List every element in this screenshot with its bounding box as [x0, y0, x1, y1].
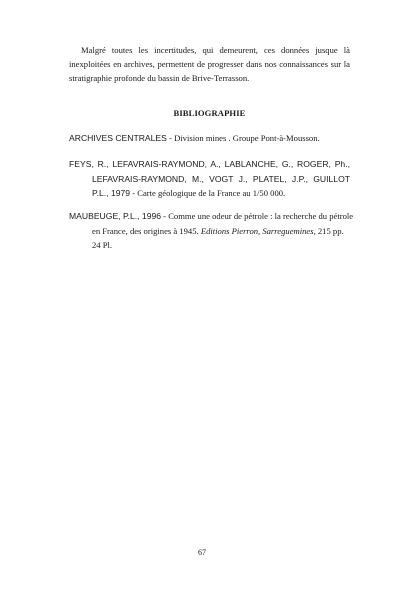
reference-authors-line-1: FEYS, R., LEFAVRAIS-RAYMOND, A., LABLANCHE, G., ROGER, Ph.,: [69, 159, 350, 169]
bibliography-heading: BIBLIOGRAPHIE: [173, 108, 246, 118]
reference-line-2: [69, 224, 350, 239]
reference-pages: , 215 pp.: [313, 225, 344, 236]
intro-paragraph: [69, 43, 350, 85]
reference-archives-centrales: [69, 131, 350, 146]
reference-line: [69, 131, 350, 146]
reference-authors: ARCHIVES CENTRALES: [69, 133, 167, 143]
reference-line-3: 24 Pl.: [92, 240, 113, 250]
reference-publisher: Editions Pierron, Sarreguemines: [200, 225, 314, 236]
reference-authors-line-2: LEFAVRAIS-RAYMOND, M., VOGT J., PLATEL, J.P., GUILLOT: [92, 173, 350, 184]
reference-title: - Comme une odeur de pétrole : la recherche du pétrole: [161, 211, 354, 221]
page-number: 67: [198, 548, 206, 557]
reference-maubeuge-1996: [69, 209, 354, 253]
reference-authors-year: MAUBEUGE, P.L., 1996: [69, 211, 162, 221]
intro-line-1: Malgré toutes les incertitudes, qui demeurent, ces données jusque là: [81, 45, 350, 55]
reference-details: - Carte géologique de la France au 1/50 000.: [130, 188, 286, 198]
reference-feys-1979: [69, 157, 350, 201]
reference-details: - Division mines . Groupe Pont-à-Mousson.: [166, 133, 320, 143]
reference-title-end: en France, des origines à 1945.: [92, 225, 201, 236]
intro-line-3: stratigraphie profonde du bassin de Brive-Terrasson.: [69, 73, 250, 83]
intro-line-2: inexploitées en archives, permettent de progresser dans nos connaissances sur la: [69, 59, 350, 69]
reference-line-3: [69, 186, 350, 201]
reference-authors-year: P.L., 1979: [92, 188, 131, 198]
reference-line-1: [69, 209, 354, 224]
